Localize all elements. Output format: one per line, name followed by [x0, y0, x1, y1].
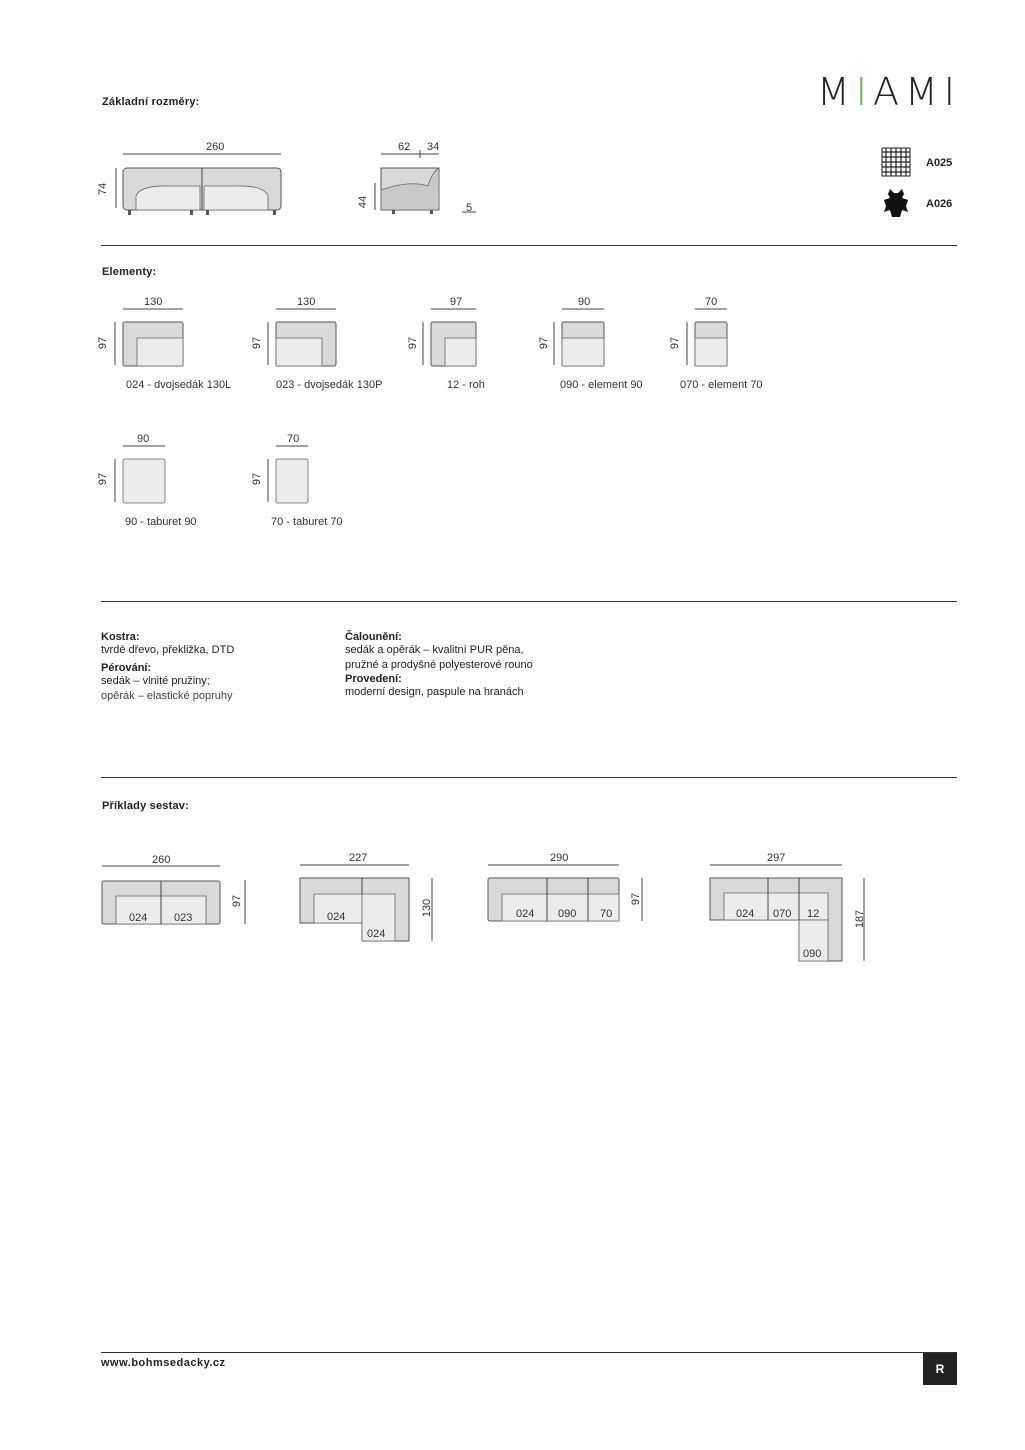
taburet-90-drawing	[115, 442, 175, 512]
spec-heading: Pérování:	[101, 662, 152, 674]
brand-logo	[817, 70, 961, 114]
fabric-icon	[881, 147, 911, 177]
set-width: 297	[767, 852, 786, 864]
element-width: 97	[450, 296, 463, 308]
element-caption: 12 - roh	[447, 379, 485, 391]
set-label: 024	[516, 908, 535, 920]
set-depth: 130	[421, 898, 434, 918]
page-marker: R	[923, 1353, 957, 1385]
divider	[101, 601, 957, 602]
set-label: 024	[327, 911, 346, 923]
element-023-drawing	[268, 305, 348, 375]
leg-height: 5	[466, 202, 473, 214]
material-code-leather: A026	[926, 198, 953, 210]
sofa-side-drawing	[370, 150, 480, 220]
element-depth: 97	[97, 472, 110, 486]
set-label: 024	[129, 912, 148, 924]
element-depth: 97	[407, 336, 420, 350]
side-depth-a: 62	[398, 141, 411, 153]
set-depth: 187	[854, 909, 867, 929]
element-caption: 024 - dvojsedák 130L	[126, 379, 232, 391]
basic-height: 74	[97, 182, 110, 196]
set-label: 12	[807, 908, 820, 920]
set-width: 290	[550, 852, 569, 864]
sofa-front-drawing	[100, 150, 300, 220]
element-width: 70	[705, 296, 718, 308]
logo-letters: AMI	[873, 70, 962, 114]
set-depth: 97	[231, 894, 244, 908]
element-024-drawing	[115, 305, 195, 375]
spec-text: pružné a prodyšné polyesterové rouno	[345, 659, 533, 671]
element-caption: 023 - dvojsedák 130P	[276, 379, 383, 391]
logo-bar: I	[855, 70, 874, 114]
spec-heading: Provedení:	[345, 673, 402, 685]
leather-icon	[882, 188, 910, 218]
footer-divider	[101, 1352, 957, 1353]
basic-width: 260	[206, 141, 225, 153]
element-caption: 070 - element 70	[680, 379, 763, 391]
spec-text: moderní design, paspule na hranách	[345, 686, 524, 698]
side-height: 44	[357, 195, 370, 209]
specs-right	[345, 631, 605, 700]
element-depth: 97	[251, 336, 264, 350]
footer-url[interactable]: www.bohmsedacky.cz	[101, 1357, 226, 1369]
element-caption: 090 - element 90	[560, 379, 643, 391]
spec-heading: Kostra:	[101, 631, 140, 643]
divider	[101, 245, 957, 246]
spec-text: tvrdé dřevo, překližka, DTD	[101, 644, 235, 656]
element-caption: 70 - taburet 70	[271, 516, 343, 528]
set-label: 023	[174, 912, 193, 924]
elements-title: Elementy:	[102, 266, 157, 278]
spec-heading: Čalounění:	[345, 631, 402, 643]
element-12-drawing	[423, 305, 483, 375]
element-depth: 97	[97, 336, 110, 350]
set-label: 090	[803, 948, 822, 960]
divider	[101, 777, 957, 778]
examples-title: Příklady sestav:	[102, 800, 189, 812]
set-width: 260	[152, 854, 171, 866]
spec-text: sedák – vlnité pružiny;	[101, 675, 210, 687]
specs-left	[101, 631, 331, 704]
taburet-70-drawing	[268, 442, 318, 512]
element-depth: 97	[538, 336, 551, 350]
basic-dimensions-title: Základní rozměry:	[102, 96, 200, 108]
spec-text: opěrák – elastické popruhy	[101, 690, 233, 702]
element-caption: 90 - taburet 90	[125, 516, 197, 528]
element-width: 90	[137, 433, 150, 445]
set-label: 070	[773, 908, 792, 920]
element-width: 90	[578, 296, 591, 308]
set-depth: 97	[630, 892, 643, 906]
material-code-fabric: A025	[926, 157, 953, 169]
element-depth: 97	[669, 336, 682, 350]
logo-letter: M	[817, 70, 856, 114]
set-label: 70	[600, 908, 613, 920]
element-070-drawing	[687, 305, 737, 375]
set-label: 090	[558, 908, 577, 920]
set-width: 227	[349, 852, 368, 864]
side-depth-b: 34	[427, 141, 440, 153]
element-width: 130	[297, 296, 316, 308]
set-label: 024	[367, 928, 386, 940]
set-label: 024	[736, 908, 755, 920]
element-width: 70	[287, 433, 300, 445]
element-090-drawing	[554, 305, 614, 375]
element-depth: 97	[251, 472, 264, 486]
spec-text: sedák a opěrák – kvalitní PUR pěna,	[345, 644, 524, 656]
element-width: 130	[144, 296, 163, 308]
